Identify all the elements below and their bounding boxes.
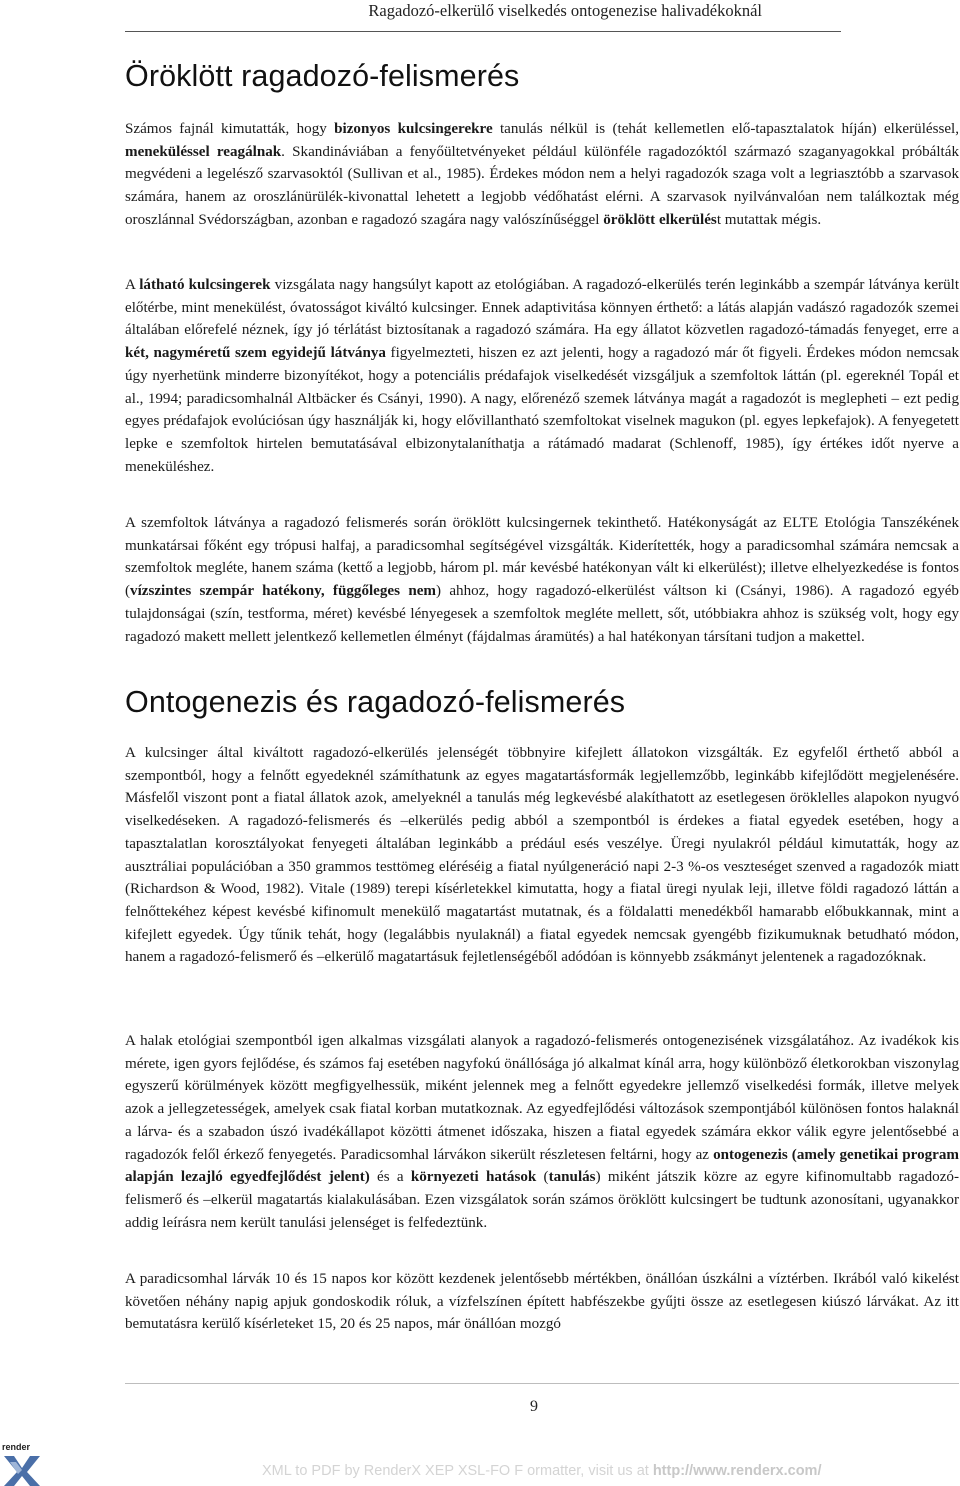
bold-run: tanulás	[548, 1169, 596, 1186]
bold-run: látható kulcsingerek	[139, 277, 271, 293]
renderx-logo	[2, 1442, 42, 1486]
text-run: figyelmezteti, hiszen ez azt jelenti, hogy a ragadozó már őt figyeli. Érdekes módon nemcsak úgy nyerhetünk minderre bizonyítékot, hogy a potenciális prédafajok viselkedését vizsgáljuk a szemfoltok láttán (pl. egereknél Topál et al., 1994; paradicsomhalnál Altbäcker és Csányi, 1990). A nagy, előrenéző szemek látványa magát a ragadozót is meglepheti – ezt pedig egyes prédafajok evolúciósan úgy használják ki, hogy elővillantható szemfoltokat viselnek magukon (pl. egyes lepkefajok). A fenyegetett lepke e szemfoltok hirtelen bemutatásával elbizonytalaníthatja a rátámadó madarat (Schlenoff, 1985), így értékes időt nyerve a meneküléshez.	[125, 345, 959, 475]
header-rule	[125, 31, 841, 32]
page-number: 9	[530, 1398, 538, 1415]
paragraph-1	[125, 118, 959, 232]
text-run: Számos fajnál kimutatták, hogy	[125, 121, 335, 137]
bold-run: két, nagyméretű szem egyidejű látványa	[125, 345, 386, 362]
section-title-inherited-predator-recognition: Öröklött ragadozó-felismerés	[125, 59, 520, 93]
renderx-logo-text: render	[2, 1442, 31, 1452]
text-run: t mutattak mégis.	[716, 211, 822, 228]
paragraph-6	[125, 1268, 959, 1336]
paragraph-4	[125, 742, 959, 969]
text-run: . Skandináviában a fenyőültetvényeket például különféle ragadozóktól származó szaganyagokkal próbálták megvédeni a legelésző szarvasoktól (Sullivan et al., 1985). Érdekes módon nem a helyi ragadozók szaga volt a legriasztóbb a szarvasok számára, hanem az oroszlánürülék-kivonattal lehetett a legjobb védőhatást elérni. A szarvasok nyilvánvalóan nem találkoztak még oroszlánnal Svédországban, azonban e ragadozó szagára nagy valószínűséggel	[125, 143, 959, 228]
text-run: A	[125, 277, 140, 293]
bold-run: ontogenezis (amely genetikai program alapján lezajló egyedfejlődést jelent)	[125, 1146, 959, 1186]
text-run: A halak etológiai szempontból igen alkalmas vizsgálati alanyok a ragadozó-felismerés ontogenezisének vizsgálatához. Az ivadékok kis mérete, igen gyors fejlődése, és számos faj esetében nagyfokú önállósága jó alkalmat kínál arra, hogy különböző életkorokban viszonylag egyszerű körülmények között megfigyelhessük, miként jelennek meg a felnőtt egyedekre jellemző viselkedési formák, illetve melyek azok a jellegzetességek, amelyek csak fiatal korban mutatkoznak. Az egyedfejlődési változások szempontjából különösen fontos halaknál a lárva- és a szabadon úszó ivadékállapot közötti átmenet időszaka, hiszen a fiatal egyedek számára ekkor válik egyre jelentősebbé a ragadozók felől érkező fenyegetés. Paradicsomhal lárvákon sikerült részletesen feltárni, hogy az	[125, 1033, 959, 1163]
section-title-ontogenesis: Ontogenezis és ragadozó-felismerés	[125, 685, 626, 719]
text-run: A szemfoltok látványa a ragadozó felismerés során öröklött kulcsingernek tekinthető. Hatékonyságát az ELTE Etológia Tanszékének munkatársai főként egy trópusi halfaj, a paradicsomhal segítségével vizsgálták. Kiderítették, hogy a paradicsomhal számára nemcsak a szemfoltok megléte, hanem száma (kettő a legjobb, három pl. már kevésbé hatékonyan vált ki elkerülést); illetve elhelyezkedése is fontos (	[125, 515, 959, 600]
text-run: ) ahhoz, hogy ragadozó-elkerülést váltson ki (Csányi, 1986). A ragadozó egyéb tulajdonságai (szín, testforma, méret) kevésbé lényegesek a szemfoltok megléte mellett, sőt, utóbbiakra ahhoz is szükség volt, hogy egy ragadozó makett mellett jelentkező kellemetlen élményt (fájdalmas áramütés) a hal hatékonyan társítani tudjon a makettel.	[125, 583, 959, 645]
section-1	[125, 58, 959, 94]
text-run: (	[536, 1169, 549, 1186]
section-2	[125, 684, 959, 720]
text-run: és a	[369, 1169, 411, 1186]
bold-run: bizonyos kulcsingerekre	[334, 121, 493, 137]
text-run: A paradicsomhal lárvák 10 és 15 napos kor között kezdenek jelentősebb mértékben, önállóan úszkálni a víztérben. Ikrából való kikelést követően néhány napig apjuk gondoskodik róluk, a vízfelszínen épített habfészekbe gyűjti össze az esetlegesen kiúszó lárvákat. Az itt bemutatásra kerülő kísérleteket 15, 20 és 25 napos, már önállóan mozgó	[125, 1271, 959, 1333]
paragraph-3	[125, 512, 959, 648]
text-run: A kulcsinger által kiváltott ragadozó-elkerülés jelenségét többnyire kifejlett állatokon vizsgálták. Ez egyfelől érthető abból a szempontból, hogy a felnőtt egyedeknél számíthatunk az egyes magatartásformák legjellemzőbb, leginkább kifejlődött megjelenésére. Másfelől viszont pont a fiatal állatok azok, amelyeknél a tanulás még legkevésbé alakíthatott az esetlegesen öröklelles alapokon nyugvó viselkedéseken. A ragadozó-felismerés és –elkerülés pedig abból a szempontból is érdekes a fiatal egyedek esetében, hogy a tapasztalatlan korosztályokat fenyegeti általában leginkább a prédául esés veszélye. Üregi nyulakról például kimutatták, hogy az ausztráliai populációban a 350 grammos testtömeg eléréséig a fiatal nyúlgeneráció napi 2-3 %-os veszteséget szenved a ragadozók miatt (Richardson & Wood, 1982). Vitale (1989) terepi kísérletekkel kimutatta, hogy a fiatal üregi nyulak leji, illetve földi ragadozó láttán a felnőttekéhez képest kevésbé kifinomult menekülő magatartást mutatnak, és a földalatti menedékből hamarabb előbukkannak, mint a kifejlett egyedek. Úgy tűnik tehát, hogy (legalábbis nyulaknál) a fiatal egyedek nemcsak gyengébb fizikumuknak betudható módon, hanem a ragadozó-felismerő és –elkerülő magatartásuk fejletlenségéből adódóan is könnyebb zsákmányt jelentenek a ragadozóknak.	[125, 745, 959, 966]
producer-text: XML to PDF by RenderX XEP XSL-FO F ormatter, visit us at	[262, 1463, 653, 1479]
producer-link[interactable]: http://www.renderx.com/	[652, 1463, 822, 1479]
bold-run: öröklött elkerülés	[603, 211, 717, 228]
producer-line	[262, 1462, 821, 1480]
bold-run: környezeti hatások	[410, 1169, 537, 1186]
running-header: Ragadozó-elkerülő viselkedés ontogenezise halivadékoknál	[368, 1, 762, 20]
bold-run: meneküléssel reagálnak	[125, 143, 282, 160]
bold-run: vízszintes szempár hatékony, függőleges nem	[130, 583, 436, 600]
text-run: vizsgálata nagy hangsúlyt kapott az etológiában. A ragadozó-elkerülés terén leginkább a szempár látványa került előtérbe, mint menekülést, óvatosságot kiváltó kulcsinger. Ennek adaptivitása könnyen érthető: a látás alapján vadászó ragadozók szemei általában előrefelé néznek, így jó térlátást biztosítanak a ragadozó számára. Ha egy állatot közvetlen ragadozó-támadás fenyeget, erre a	[125, 277, 960, 339]
text-run: ) miként játszik közre az egyre kifinomultabb ragadozó-felismerő és –elkerül magatartás kialakulásában. Ezen vizsgálatok során számos öröklött kulcsingert be tudtunk azonosítani, ugyanakkor addig leírásra nem került tanulási jelenséget is felfedeztünk.	[125, 1169, 959, 1231]
renderx-x-icon	[2, 1442, 42, 1486]
paragraph-2	[125, 274, 959, 478]
text-run: tanulás nélkül is (tehát kellemetlen elő-tapasztalatok híján) elkerüléssel,	[492, 121, 960, 137]
footer-rule	[125, 1383, 959, 1384]
paragraph-5	[125, 1030, 959, 1234]
